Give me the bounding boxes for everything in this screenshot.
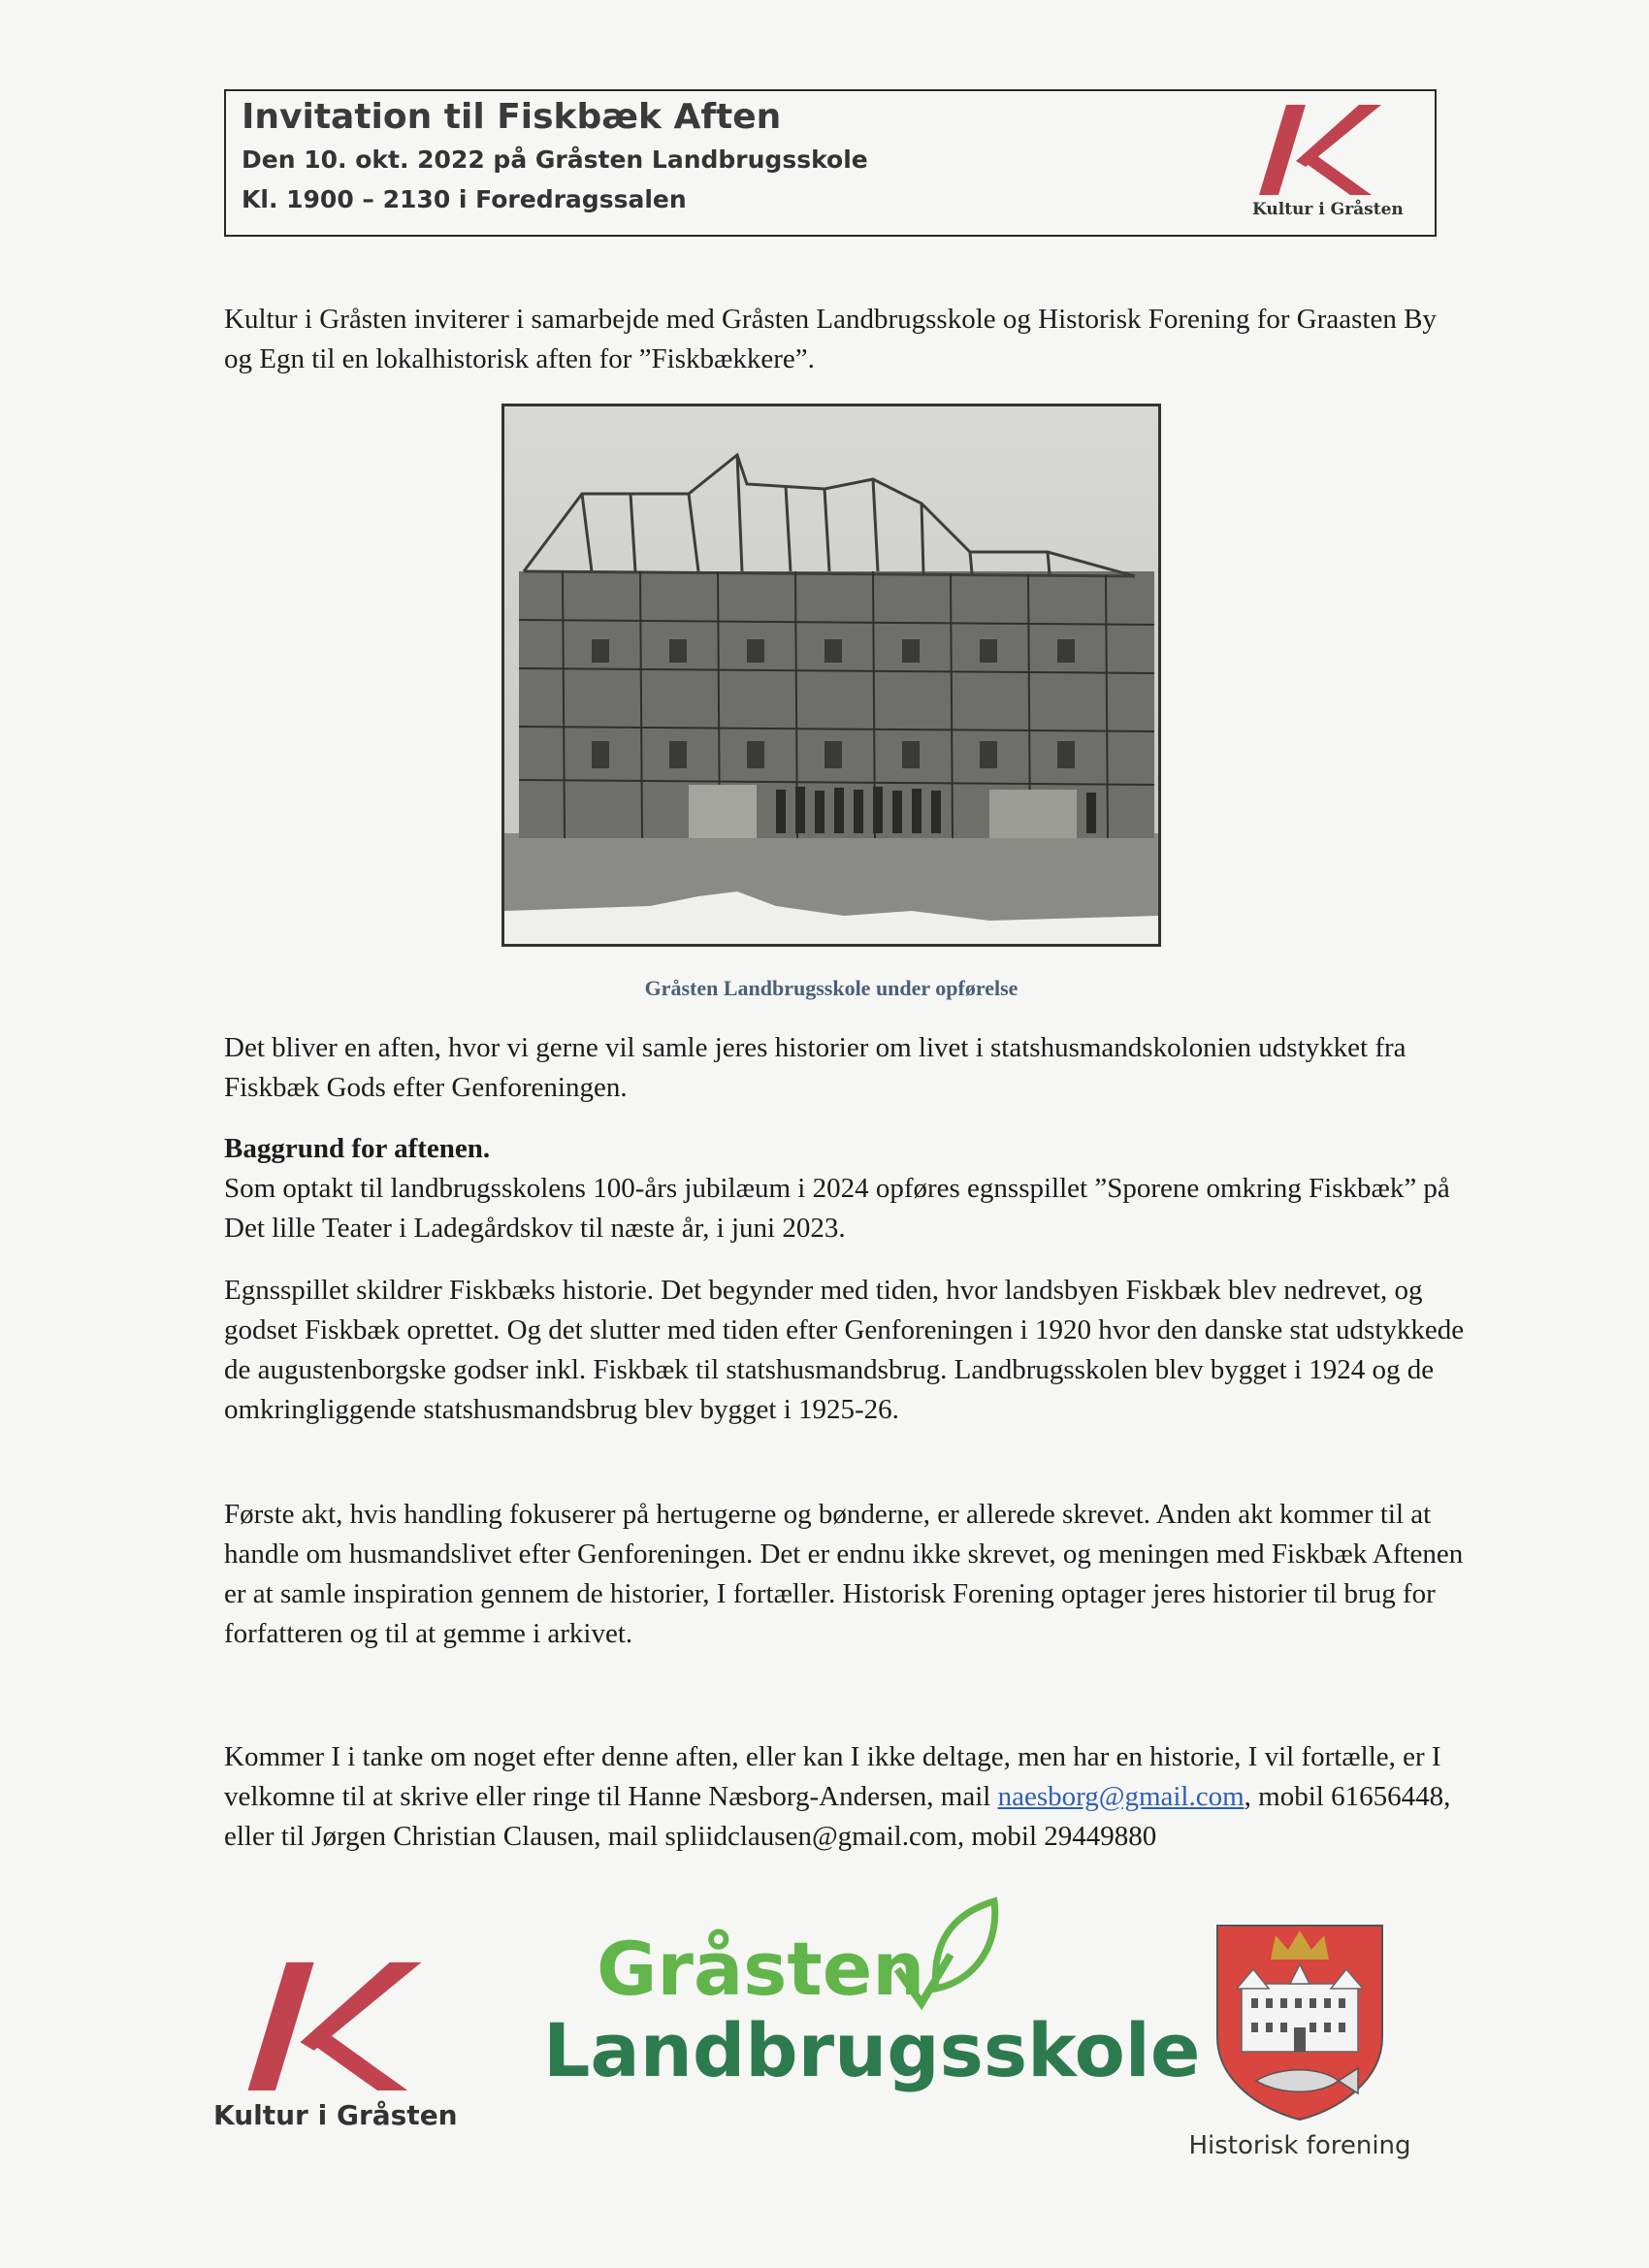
landbrugsskole-logo — [543, 1926, 1201, 2093]
email-link-naesborg[interactable]: naesborg@gmail.com — [997, 1781, 1245, 1812]
intro-paragraph: Kultur i Gråsten inviterer i samarbejde med Gråsten Landbrugsskole og Historisk Forening for Graasten By og Egn til en lokalhistorisk aften for ”Fiskbækkere”. — [224, 304, 1437, 374]
aften-paragraph: Det bliver en aften, hvor vi gerne vil samle jeres historier om livet i statshusmandskolonien udstykket fra Fiskbæk Gods efter Genforeningen. — [224, 1032, 1406, 1103]
contact-text-before: Kommer I i tanke om noget efter denne aften, eller kan I ikke deltage, men har en historie, I vil fortælle, er I velkomne til at skrive eller ringe til Hanne Næsborg-Andersen, mail — [224, 1741, 1441, 1812]
background-section — [224, 1129, 1466, 1248]
egnsspil-paragraph: Egnsspillet skildrer Fiskbæks historie. Det begynder med tiden, hvor landsbyen Fiskbæk blev nedrevet, og godset Fiskbæk oprettet. Og det slutter med tiden efter Genforeningen i 1920 hvor den danske stat udstykkede de augustenborgske godser inkl. Fiskbæk til statshusmandsbrug. Landbrugsskolen blev bygget i 1924 og de omkringliggende statshusmandsbrug blev bygget i 1925-26. — [224, 1275, 1465, 1425]
kultur-logo-footer — [213, 1960, 456, 2131]
event-date-location: Den 10. okt. 2022 på Gråsten Landbrugsskole — [242, 146, 868, 174]
kultur-logo-small — [1252, 103, 1404, 219]
kultur-footer-label: Kultur i Gråsten — [213, 2099, 458, 2131]
event-time-room: Kl. 1900 – 2130 i Foredragssalen — [242, 185, 687, 213]
historisk-forening-label: Historisk forening — [1188, 2131, 1411, 2160]
kultur-k-icon — [1257, 103, 1383, 195]
contact-paragraph — [224, 1737, 1466, 1857]
invitation-header — [224, 89, 1437, 237]
landbrugsskole-logo-line2: Landbrugsskole — [543, 2007, 1201, 2093]
background-heading: Baggrund for aftenen. — [224, 1133, 491, 1164]
historic-photo — [501, 404, 1161, 947]
invitation-title: Invitation til Fiskbæk Aften — [242, 97, 782, 137]
coat-of-arms-icon — [1212, 1921, 1387, 2124]
leaf-check-icon — [878, 1896, 1004, 2013]
kultur-logo-label: Kultur i Gråsten — [1252, 200, 1404, 219]
contact-text-after: , mobil 61656448, eller til Jørgen Christian Clausen, mail spliidclausen@gmail.com, mobil 29449880 — [224, 1781, 1451, 1852]
landbrugsskole-logo-line1: Gråsten — [597, 1926, 925, 2012]
background-text: Som optakt til landbrugsskolens 100-års jubilæum i 2024 opføres egnsspillet ”Sporene omkring Fiskbæk” på Det lille Teater i Ladegårdskov til næste år, i juni 2023. — [224, 1173, 1450, 1244]
akt-paragraph: Første akt, hvis handling fokuserer på hertugerne og bønderne, er allerede skrevet. Anden akt kommer til at handle om husmandslivet efter Genforeningen. Det er endnu ikke skrevet, og meningen med Fiskbæk Aftenen er at samle inspiration gennem de historier, I fortæller. Historisk Forening optager jeres historier til brug for forfatteren og til at gemme i arkivet. — [224, 1499, 1464, 1649]
photo-caption: Gråsten Landbrugsskole under opførelse — [644, 976, 1018, 1000]
building-construction-image — [504, 406, 1158, 944]
kultur-k-icon-large — [238, 1960, 432, 2090]
historisk-forening-logo — [1174, 1921, 1426, 2160]
